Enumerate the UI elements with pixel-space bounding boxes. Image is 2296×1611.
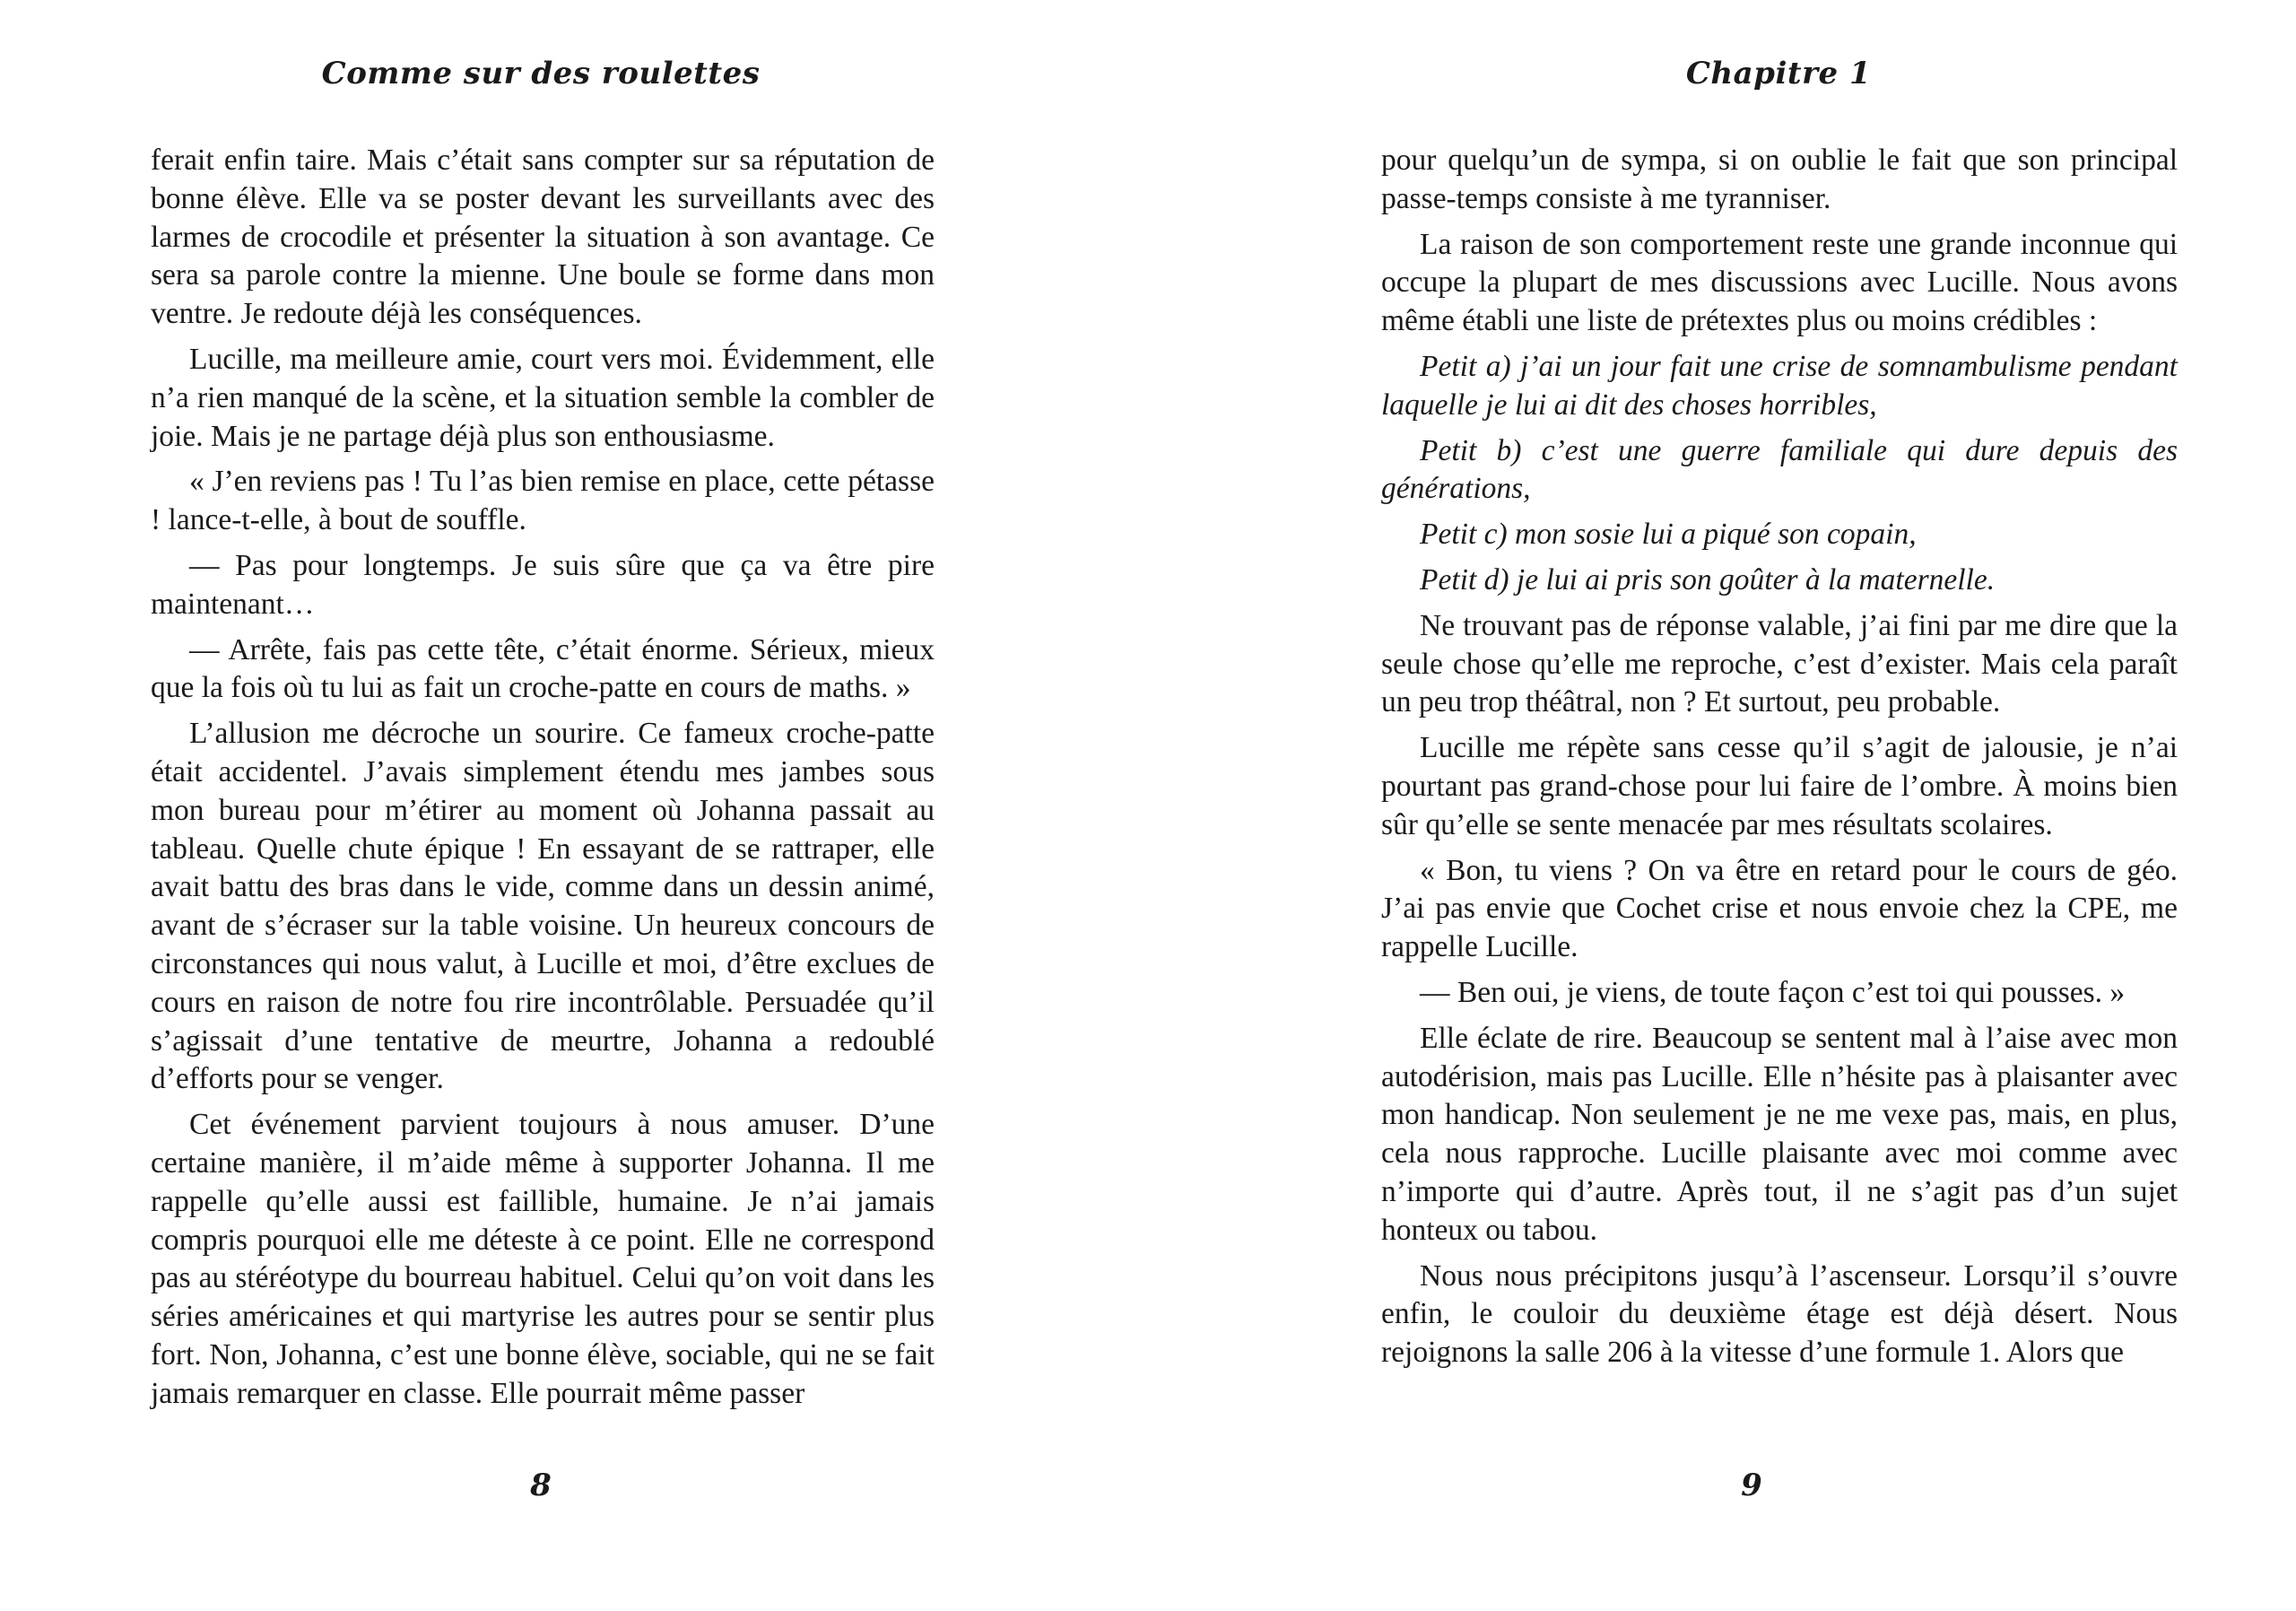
paragraph: Cet événement parvient toujours à nous amuser. D’une certaine manière, il m’aide même à supporter Johanna. Il me rappelle qu’elle aussi est faillible, humaine. Je n’ai jamais compris pourquoi elle me déteste à ce point. Elle ne correspond pas au stéréotype du bourreau habituel. Celui qu’on voit dans les séries américaines et qui martyrise les autres pour se sentir plus fort. Non, Johanna, c’est une bonne élève, sociable, qui ne se fait jamais remarquer en classe. Elle pourrait même passer bbox=[151, 1108, 935, 1410]
list-item: Petit c) mon sosie lui a piqué son copain, bbox=[1420, 518, 1917, 552]
paragraph: — Pas pour longtemps. Je suis sûre que ça va être pire maintenant… bbox=[151, 548, 935, 621]
list-item: Petit a) j’ai un jour fait une crise de somnambulisme pendant laquelle je lui ai dit des choses horribles, bbox=[1381, 349, 2178, 422]
list-item: Petit d) je lui ai pris son goûter à la maternelle. bbox=[1420, 562, 1996, 597]
running-head-chapter-title: Chapitre 1 bbox=[1685, 56, 1872, 91]
paragraph: L’allusion me décroche un sourire. Ce fameux croche-patte était accidentel. J’avais simplement étendu mes jambes sous mon bureau pour m’étirer au moment où Johanna passait au tableau. Quelle chute épique ! En essayant de se rattraper, elle avait battu des bras dans le vide, comme dans un dessin animé, avant de s’écraser sur la table voisine. Un heureux concours de circonstances qui nous valut, à Lucille et moi, d’être exclues de cours en raison de notre fou rire incontrôlable. Persuadée qu’il s’agissait d’une tentative de meurtre, Johanna a redoublé d’efforts pour se venger. bbox=[151, 717, 935, 1096]
paragraph: La raison de son comportement reste une grande inconnue qui occupe la plupart de mes discussions avec Lucille. Nous avons même établi une liste de prétextes plus ou moins crédibles : bbox=[1381, 227, 2178, 338]
paragraph: — Arrête, fais pas cette tête, c’était énorme. Sérieux, mieux que la fois où tu lui as fait un croche-patte en cours de maths. » bbox=[151, 632, 935, 705]
paragraph: ferait enfin taire. Mais c’était sans compter sur sa réputation de bonne élève. Elle va se poster devant les surveillants avec des larmes de crocodile et présenter la situation à son avantage. Ce sera sa parole contre la mienne. Une boule se forme dans mon ventre. Je redoute déjà les conséquences. bbox=[151, 144, 935, 331]
paragraph: Nous nous précipitons jusqu’à l’ascenseur. Lorsqu’il s’ouvre enfin, le couloir du deuxième étage est déjà désert. Nous rejoignons la salle 206 à la vitesse d’une formule 1. Alors que bbox=[1381, 1258, 2178, 1370]
running-head-book-title: Comme sur des roulettes bbox=[321, 56, 761, 91]
paragraph: Ne trouvant pas de réponse valable, j’ai fini par me dire que la seule chose qu’elle me reproche, c’est d’exister. Mais cela paraît un peu trop théâtral, non ? Et surtout, peu probable. bbox=[1381, 608, 2178, 719]
page-number: 9 bbox=[1741, 1467, 1762, 1503]
paragraph: pour quelqu’un de sympa, si on oublie le fait que son principal passe-temps consiste à me tyranniser. bbox=[1381, 144, 2178, 215]
left-page-text bbox=[151, 142, 935, 1421]
paragraph: Elle éclate de rire. Beaucoup se sentent mal à l’aise avec mon autodérision, mais pas Lucille. Elle n’hésite pas à plaisanter avec mon handicap. Non seulement je ne me vexe pas, mais, en plus, cela nous rapproche. Lucille plaisante avec moi comme avec n’importe qui d’autre. Après tout, il ne s’agit pas d’un sujet honteux ou tabou. bbox=[1381, 1021, 2178, 1247]
paragraph: Lucille me répète sans cesse qu’il s’agit de jalousie, je n’ai pourtant pas grand-chose pour lui faire de l’ombre. À moins bien sûr qu’elle se sente menacée par mes résultats scolaires. bbox=[1381, 731, 2178, 841]
list-item: Petit b) c’est une guerre familiale qui dure depuis des générations, bbox=[1381, 433, 2178, 506]
paragraph: « Bon, tu viens ? On va être en retard pour le cours de géo. J’ai pas envie que Cochet crise et nous envoie chez la CPE, me rappelle Lucille. bbox=[1381, 853, 2178, 964]
paragraph: Lucille, ma meilleure amie, court vers moi. Évidemment, elle n’a rien manqué de la scène, et la situation semble la combler de joie. Mais je ne partage déjà plus son enthousiasme. bbox=[151, 342, 935, 453]
right-page-text bbox=[1381, 142, 2178, 1380]
paragraph: « J’en reviens pas ! Tu l’as bien remise en place, cette pétasse ! lance-t-elle, à bout de souffle. bbox=[151, 465, 935, 537]
paragraph: — Ben oui, je viens, de toute façon c’est toi qui pousses. » bbox=[1420, 975, 2126, 1009]
page-number: 8 bbox=[530, 1467, 552, 1503]
right-page bbox=[1148, 0, 2296, 1611]
